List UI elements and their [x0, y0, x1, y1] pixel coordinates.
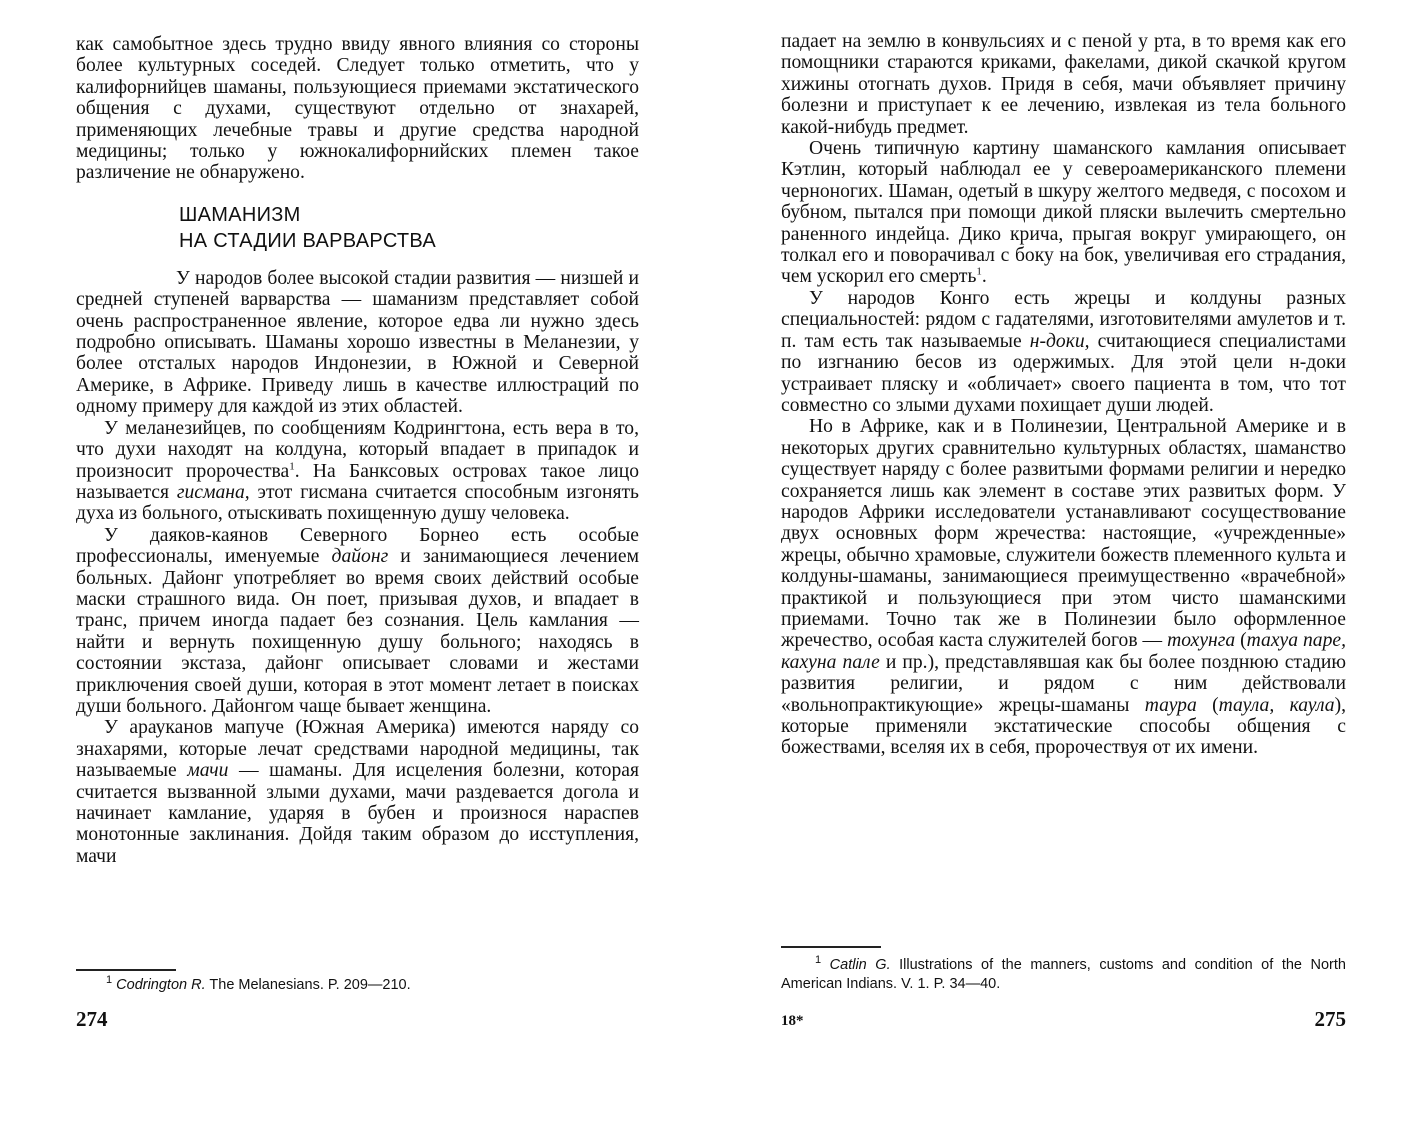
- paragraph: [781, 416, 1346, 759]
- text-run: У меланезийцев, по сообщениям Кодрингтона, есть вера в то, что духи находят на колдуна, который впадает в припадок и произносит пророчества: [76, 417, 639, 482]
- text-run: У даяков-каянов Северного Борнео есть особые профессионалы, именуемые: [76, 524, 639, 568]
- text-run: . На Банксовых островах такое лицо называется: [76, 460, 639, 503]
- footnote-ref: 1: [976, 265, 982, 278]
- footnote: [76, 976, 639, 995]
- heading-line-2: НА СТАДИИ ВАРВАРСТВА: [179, 229, 437, 252]
- text-run: (: [1196, 694, 1219, 716]
- italic-term: дайонг: [331, 546, 389, 568]
- italic-term: таура: [1144, 694, 1197, 716]
- text-run: У народов Конго есть жрецы и колдуны разных специальностей: рядом с гадателями, изготовителями амулетов и т. п. там есть так называемые: [781, 287, 1346, 352]
- footnote-text: Illustrations of the manners, customs and condition of the North American Indians. V. 1. P. 34—40.: [781, 957, 1346, 992]
- italic-term: н-доки,: [1029, 330, 1090, 352]
- footnote-divider: [781, 946, 881, 948]
- footnote-mark: 1: [106, 974, 113, 987]
- italic-term: гисмана,: [176, 481, 250, 503]
- text-run: считающиеся специалистами по изгнанию бесов из одержимых. Для этой цели н-доки устраивает пляску и «обличает» своего пациента в том, что тот совместно со злыми духами похищает души людей.: [781, 330, 1347, 416]
- italic-term: таула, каула: [1218, 694, 1335, 716]
- paragraph: У народов более высокой стадии развития — низшей и средней ступеней варварства — шаманизм представляет собой очень распространенное явление, которое едва ли нужно здесь подробно описывать. Шаманы хорошо известны в Меланезии, у более отсталых народов Индонезии, в Южной и Северной Америке, в Африке. Приведу лишь в качестве иллюстраций по одному примеру для каждой из этих областей.: [76, 267, 639, 418]
- paragraph: падает на землю в конвульсиях и с пеной у рта, в то время как его помощники стараются криками, факелами, дикой скачкой кругом хижины отогнать духов. Придя в себя, мачи объявляет причину болезни и приступает к ее лечению, извлекая из тела больного какой-нибудь предмет.: [781, 31, 1346, 138]
- footnote-ref: 1: [289, 459, 295, 472]
- footnote-mark: 1: [815, 954, 822, 967]
- paragraph: как самобытное здесь трудно ввиду явного влияния со стороны более культурных соседей. Следует только отметить, что у калифорнийцев шаманы, пользующиеся приемами экстатического общения с духами, существуют отдельно от знахарей, применяющих лечебные травы и другие средства народной медицины; только у южнокалифорнийских племен такое различение не обнаружено.: [76, 34, 639, 184]
- page-number: 275: [1314, 1007, 1346, 1031]
- text-run: ), которые применяли экстатические способы общения с божествами, вселяя их в себя, пророчествуя от их имени.: [781, 694, 1346, 759]
- text-run: (: [1235, 630, 1247, 652]
- text-run: Но в Африке, как и в Полинезии, Центральной Америке и в некоторых других сравнительно культурных областях, шаманство существует наряду с более развитыми формами религии и нередко сохраняется лишь как элемент в составе этих развитых форм. У народов Африки исследователи устанавливают сосуществование двух основных форм жречества: настоящие, «учрежденные» жрецы, обычно храмовые, служители божеств племенного культа и колдуны-шаманы, занимающиеся преимущественно «врачебной» практикой и пользующиеся при этом чисто шаманскими приемами. Точно так же в Полинезии было оформленное жречество, особая каста служителей богов —: [781, 416, 1346, 652]
- footnote-author: Codrington R.: [116, 977, 206, 993]
- italic-term: тахуа паре, кахуна пале: [781, 630, 1346, 673]
- paragraph: [781, 288, 1346, 416]
- text-run: Очень типичную картину шаманского камлания описывает Кэтлин, который наблюдал ее у североамериканского племени черноногих. Шаман, одетый в шкуру желтого медведя, с посохом и бубном, пытался при помощи дикой пляски вылечить смертельно раненного индейца. Дико крича, прыгая вокруг умирающего, он толкал его и поворачивал с боку на бок, увеличивая его страдания, чем ускорил его смерть: [781, 138, 1346, 288]
- footnote-divider: [76, 969, 176, 971]
- paragraph: [76, 717, 639, 867]
- section-heading: [179, 202, 639, 254]
- footnote-text: The Melanesians. P. 209—210.: [205, 977, 411, 993]
- text-run: и пр.), представлявшая как бы более позднюю стадию развития религии, и рядом с ним действовали «вольнопрактикующие» жрецы-шаманы: [781, 651, 1347, 716]
- italic-term: тохунга: [1167, 630, 1236, 652]
- text-run: У арауканов мапуче (Южная Америка) имеются наряду со знахарями, которые лечат средствами народной медицины, так называемые: [76, 717, 639, 782]
- signature-mark: 18*: [781, 1013, 804, 1029]
- footnote: [781, 956, 1346, 994]
- right-body-text: [781, 31, 1346, 759]
- paragraph: [76, 525, 639, 718]
- paragraph: [781, 138, 1346, 288]
- heading-line-1: ШАМАНИЗМ: [179, 203, 301, 226]
- italic-term: мачи: [187, 760, 229, 782]
- left-body-text: [76, 34, 639, 867]
- left-page: [76, 0, 639, 1131]
- text-run: — шаманы. Для исцеления болезни, которая считается вызванной злыми духами, мачи раздевается догола и начинает камлание, ударяя в бубен и произнося нараспев монотонные заклинания. Дойдя таким образом до исступления, мачи: [76, 760, 639, 867]
- text-run: .: [981, 266, 987, 288]
- right-page: [781, 0, 1346, 1131]
- page-number: 274: [76, 1007, 108, 1031]
- footnote-author: Catlin G.: [829, 957, 891, 973]
- text-run: и занимающиеся лечением больных. Дайонг употребляет во время своих действий особые маски страшного вида. Он поет, призывая духов, и впадает в транс, причем иногда падает без сознания. Цель камлания — найти и вернуть похищенную душу больного; находясь в состоянии экстаза, дайонг описывает словами и жестами приключения своей души, которая в этот момент летает в поисках души больного. Дайонгом чаще бывает женщина.: [76, 546, 639, 717]
- paragraph: [76, 418, 639, 525]
- text-run: этот гисмана считается способным изгонять духа из больного, отыскивать похищенную душу человека.: [76, 481, 639, 525]
